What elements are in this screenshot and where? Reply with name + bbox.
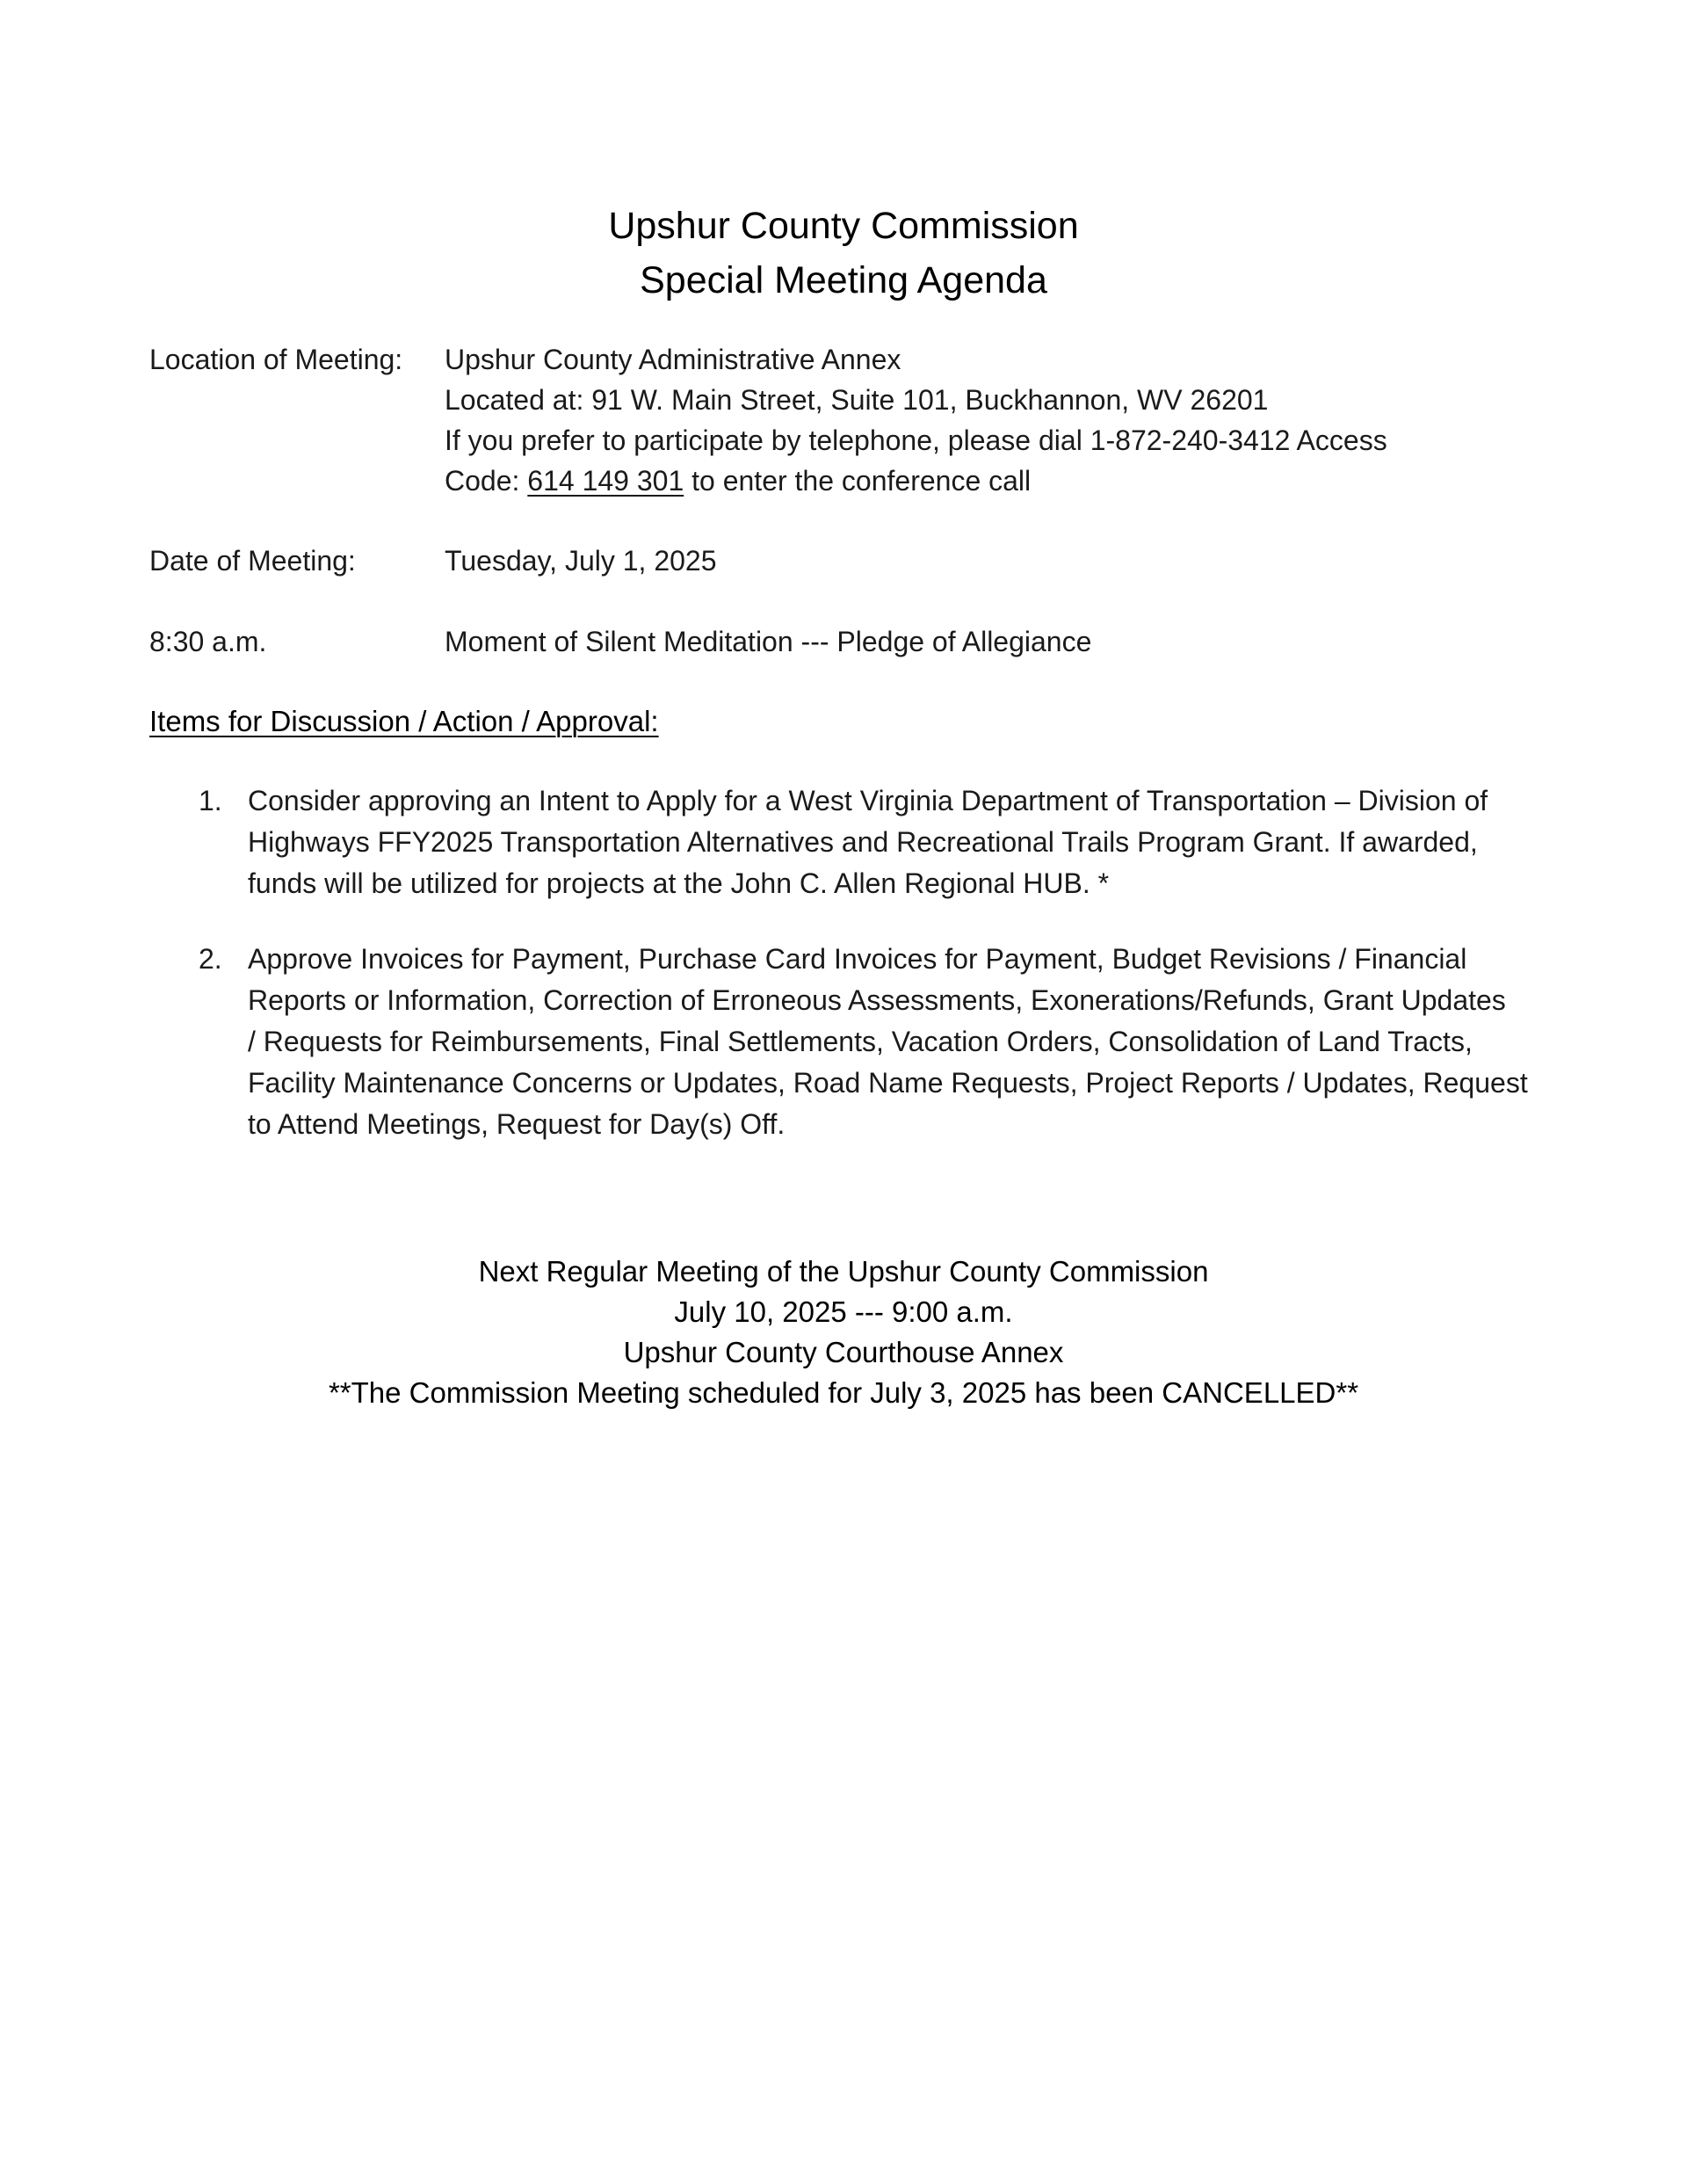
location-venue: Upshur County Administrative Annex [445, 344, 901, 375]
item-number: 2. [199, 943, 222, 975]
access-code: 614 149 301 [527, 465, 684, 497]
next-meeting-datetime: July 10, 2025 --- 9:00 a.m. [674, 1295, 1013, 1328]
item-line: Reports or Information, Correction of Erroneous Assessments, Exonerations/Refunds, Grant Updates [248, 984, 1506, 1016]
location-details [445, 339, 1387, 501]
next-meeting-heading: Next Regular Meeting of the Upshur County Commission [478, 1255, 1209, 1288]
next-meeting-location: Upshur County Courthouse Annex [623, 1336, 1064, 1368]
item-line: Consider approving an Intent to Apply for a West Virginia Department of Transportation – Division of [248, 785, 1488, 816]
page-subtitle: Special Meeting Agenda [640, 259, 1047, 301]
item-line: / Requests for Reimbursements, Final Settlements, Vacation Orders, Consolidation of Land Tracts, [248, 1026, 1473, 1057]
access-code-suffix: to enter the conference call [684, 465, 1032, 497]
item-line: Highways FFY2025 Transportation Alternatives and Recreational Trails Program Grant. If awarded, [248, 826, 1478, 858]
page-title: Upshur County Commission [608, 205, 1079, 247]
telephone-instructions: If you prefer to participate by telephone, please dial 1-872-240-3412 Access [445, 424, 1387, 456]
item-number: 1. [199, 785, 222, 816]
item-line: Approve Invoices for Payment, Purchase Card Invoices for Payment, Budget Revisions / Financial [248, 943, 1467, 975]
item-text [248, 939, 1548, 1145]
date-label: Date of Meeting: [149, 545, 356, 577]
item-text [248, 780, 1548, 904]
location-address: Located at: 91 W. Main Street, Suite 101, Buckhannon, WV 26201 [445, 384, 1269, 416]
time-label: 8:30 a.m. [149, 626, 267, 657]
item-line: Facility Maintenance Concerns or Updates, Road Name Requests, Project Reports / Updates, Request [248, 1067, 1528, 1099]
cancellation-notice: **The Commission Meeting scheduled for July 3, 2025 has been CANCELLED** [328, 1376, 1359, 1409]
items-heading: Items for Discussion / Action / Approval: [149, 705, 659, 737]
date-value: Tuesday, July 1, 2025 [445, 545, 717, 577]
access-code-prefix: Code: [445, 465, 528, 497]
access-code-line [445, 461, 1387, 501]
item-line: funds will be utilized for projects at the John C. Allen Regional HUB. * [248, 867, 1110, 899]
item-line: to Attend Meetings, Request for Day(s) Off. [248, 1108, 786, 1140]
time-value: Moment of Silent Meditation --- Pledge of Allegiance [445, 626, 1092, 657]
next-meeting-notice [0, 1252, 1687, 1413]
location-label: Location of Meeting: [149, 344, 403, 375]
